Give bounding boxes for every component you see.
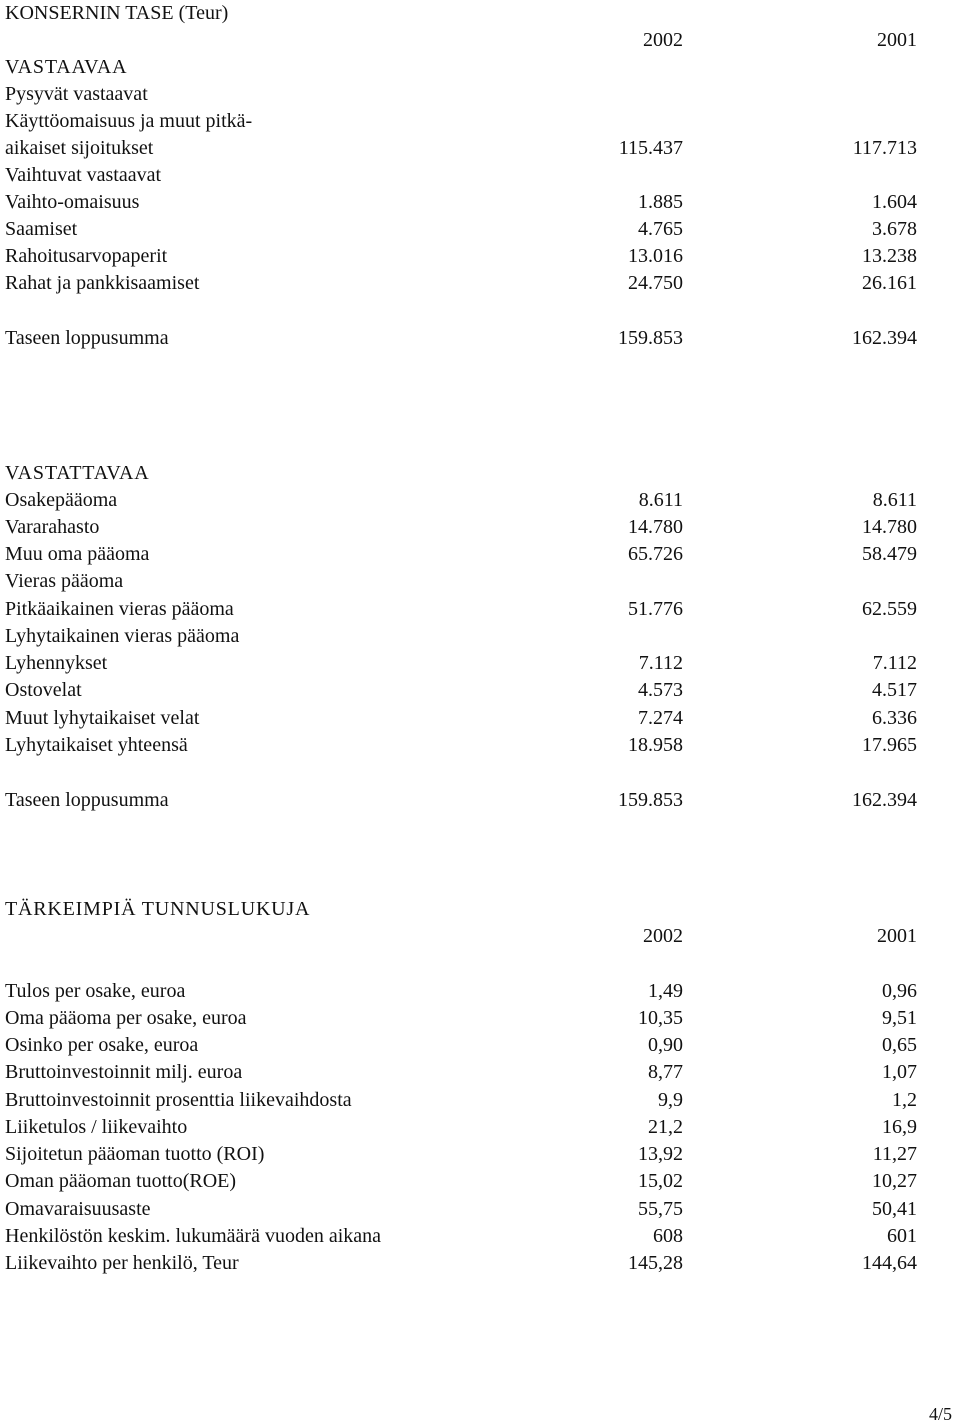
table-row	[0, 487, 960, 514]
value-2001: 0,96	[882, 980, 917, 1002]
table-row	[0, 1032, 960, 1059]
value-2002: 55,75	[638, 1198, 683, 1220]
row-label: Bruttoinvestoinnit milj. euroa	[5, 1061, 243, 1083]
value-2001: 16,9	[882, 1116, 917, 1138]
row-label: Pysyvät vastaavat	[5, 83, 148, 105]
liabilities-total-row	[0, 787, 960, 814]
year-2001-header: 2001	[877, 925, 917, 947]
value-2001: 8.611	[872, 489, 917, 511]
value-2002: 13.016	[628, 245, 683, 267]
value-2001: 7.112	[872, 652, 917, 674]
year-2002-header: 2002	[643, 29, 683, 51]
table-row	[0, 1005, 960, 1032]
table-row	[0, 1087, 960, 1114]
table-row	[0, 514, 960, 541]
assets-total-row	[0, 325, 960, 352]
table-row	[0, 1141, 960, 1168]
table-row	[0, 1250, 960, 1277]
row-label: Omavaraisuusaste	[5, 1198, 151, 1220]
value-2002: 159.853	[618, 327, 683, 349]
key-figures-heading-row	[0, 896, 960, 923]
value-2001: 162.394	[852, 327, 917, 349]
value-2002: 145,28	[628, 1252, 683, 1274]
value-2001: 117.713	[852, 137, 917, 159]
key-figures-heading: TÄRKEIMPIÄ TUNNUSLUKUJA	[5, 898, 311, 920]
row-label: Saamiset	[5, 218, 78, 240]
row-label: Rahoitusarvopaperit	[5, 245, 168, 267]
table-row	[0, 677, 960, 704]
value-2001: 10,27	[872, 1170, 917, 1192]
balance-title-row	[0, 0, 960, 27]
row-label: Taseen loppusumma	[5, 327, 169, 349]
value-2002: 8,77	[648, 1061, 683, 1083]
table-row	[0, 81, 960, 108]
assets-heading: VASTAAVAA	[5, 56, 128, 78]
value-2001: 58.479	[862, 543, 917, 565]
value-2001: 17.965	[862, 734, 917, 756]
row-label: Muut lyhytaikaiset velat	[5, 707, 200, 729]
row-label: Liiketulos / liikevaihto	[5, 1116, 188, 1138]
assets-heading-row	[0, 54, 960, 81]
row-label: Käyttöomaisuus ja muut pitkä-	[5, 110, 253, 132]
value-2002: 13,92	[638, 1143, 683, 1165]
balance-years-row	[0, 27, 960, 54]
table-row	[0, 270, 960, 297]
value-2001: 26.161	[862, 272, 917, 294]
value-2002: 159.853	[618, 789, 683, 811]
value-2001: 1,07	[882, 1061, 917, 1083]
row-label: Lyhytaikaiset yhteensä	[5, 734, 188, 756]
table-row	[0, 1196, 960, 1223]
value-2001: 601	[887, 1225, 917, 1247]
table-row	[0, 108, 960, 135]
value-2001: 0,65	[882, 1034, 917, 1056]
table-row	[0, 1223, 960, 1250]
value-2001: 50,41	[872, 1198, 917, 1220]
table-row	[0, 216, 960, 243]
table-row	[0, 568, 960, 595]
value-2002: 9,9	[658, 1089, 683, 1111]
row-label: Taseen loppusumma	[5, 789, 169, 811]
table-row	[0, 596, 960, 623]
table-row	[0, 623, 960, 650]
liabilities-heading: VASTATTAVAA	[5, 462, 150, 484]
value-2002: 24.750	[628, 272, 683, 294]
table-row	[0, 705, 960, 732]
value-2001: 144,64	[862, 1252, 917, 1274]
row-label: Lyhytaikainen vieras pääoma	[5, 625, 240, 647]
value-2001: 3.678	[872, 218, 917, 240]
row-label: Osakepääoma	[5, 489, 118, 511]
value-2001: 162.394	[852, 789, 917, 811]
row-label: Pitkäaikainen vieras pääoma	[5, 598, 234, 620]
value-2002: 0,90	[648, 1034, 683, 1056]
value-2002: 21,2	[648, 1116, 683, 1138]
row-label: Vaihto-omaisuus	[5, 191, 140, 213]
value-2002: 18.958	[628, 734, 683, 756]
value-2002: 1.885	[638, 191, 683, 213]
row-label: Muu oma pääoma	[5, 543, 150, 565]
value-2002: 65.726	[628, 543, 683, 565]
value-2002: 15,02	[638, 1170, 683, 1192]
row-label: Tulos per osake, euroa	[5, 980, 186, 1002]
row-label: Oma pääoma per osake, euroa	[5, 1007, 247, 1029]
table-row	[0, 1114, 960, 1141]
row-label: Osinko per osake, euroa	[5, 1034, 199, 1056]
liabilities-heading-row	[0, 460, 960, 487]
value-2001: 1,2	[892, 1089, 917, 1111]
value-2001: 11,27	[872, 1143, 917, 1165]
year-2001-header: 2001	[877, 29, 917, 51]
row-label: Vaihtuvat vastaavat	[5, 164, 162, 186]
row-label: Oman pääoman tuotto(ROE)	[5, 1170, 237, 1192]
row-label: Liikevaihto per henkilö, Teur	[5, 1252, 239, 1274]
value-2002: 4.765	[638, 218, 683, 240]
table-row	[0, 243, 960, 270]
row-label: Rahat ja pankkisaamiset	[5, 272, 200, 294]
value-2001: 1.604	[872, 191, 917, 213]
table-row	[0, 1059, 960, 1086]
row-label: aikaiset sijoitukset	[5, 137, 154, 159]
row-label: Ostovelat	[5, 679, 82, 701]
table-row	[0, 650, 960, 677]
value-2001: 6.336	[872, 707, 917, 729]
table-row	[0, 1168, 960, 1195]
value-2001: 13.238	[862, 245, 917, 267]
table-row	[0, 189, 960, 216]
row-label: Bruttoinvestoinnit prosenttia liikevaihdosta	[5, 1089, 352, 1111]
table-row	[0, 135, 960, 162]
row-label: Lyhennykset	[5, 652, 108, 674]
row-label: Sijoitetun pääoman tuotto (ROI)	[5, 1143, 265, 1165]
value-2001: 14.780	[862, 516, 917, 538]
value-2002: 1,49	[648, 980, 683, 1002]
value-2001: 4.517	[872, 679, 917, 701]
value-2002: 10,35	[638, 1007, 683, 1029]
row-label: Vararahasto	[5, 516, 100, 538]
balance-title: KONSERNIN TASE (Teur)	[5, 2, 229, 24]
table-row	[0, 732, 960, 759]
row-label: Vieras pääoma	[5, 570, 124, 592]
year-2002-header: 2002	[643, 925, 683, 947]
value-2002: 7.112	[638, 652, 683, 674]
value-2001: 62.559	[862, 598, 917, 620]
value-2002: 14.780	[628, 516, 683, 538]
key-figures-years-row	[0, 923, 960, 950]
value-2001: 9,51	[882, 1007, 917, 1029]
table-row	[0, 541, 960, 568]
page-number: 4/5	[928, 1404, 952, 1424]
value-2002: 608	[653, 1225, 683, 1247]
value-2002: 8.611	[638, 489, 683, 511]
table-row	[0, 162, 960, 189]
value-2002: 115.437	[618, 137, 683, 159]
value-2002: 7.274	[638, 707, 683, 729]
table-row	[0, 978, 960, 1005]
row-label: Henkilöstön keskim. lukumäärä vuoden aikana	[5, 1225, 382, 1247]
value-2002: 51.776	[628, 598, 683, 620]
value-2002: 4.573	[638, 679, 683, 701]
